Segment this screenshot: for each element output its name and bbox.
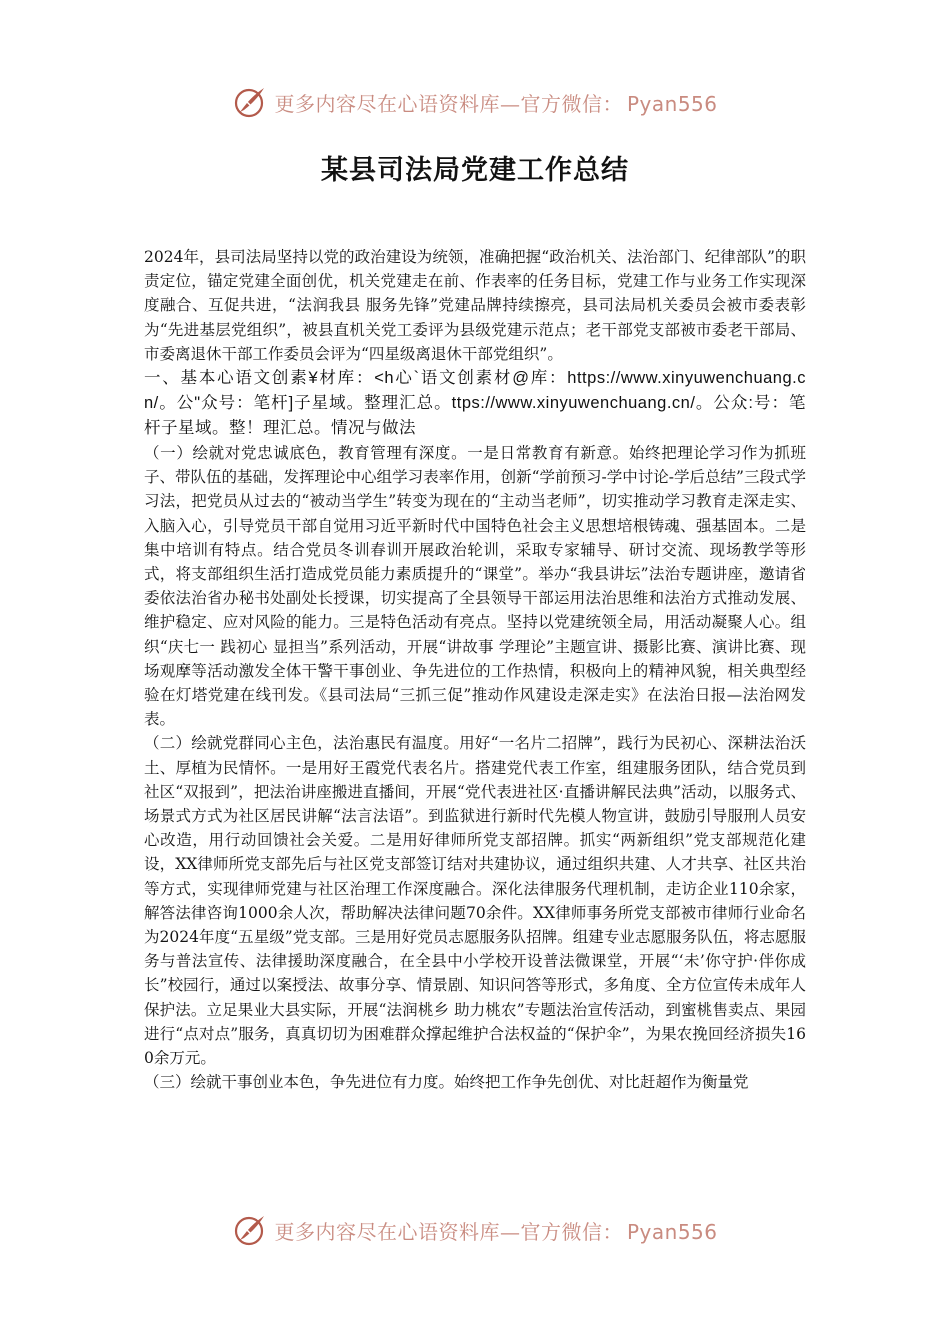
intro-paragraph: 2024年，县司法局坚持以党的政治建设为统领，准确把握“政治机关、法治部门、纪律部队”的职责定位，锚定党建全面创优，机关党建走在前、作表率的任务目标，党建工作与业务工作实现深度融合、互促共进，“法润我县 服务先锋”党建品牌持续擦亮，县司法局机关委员会被市委表彰为“先进基层党组织”，被县直机关党工委评为县级党建示范点；老干部党支部被市委老干部局、市委离退休干部工作委员会评为“四星级离退休干部党组织”。 <box>144 248 806 363</box>
page-title: 某县司法局党建工作总结 <box>321 155 629 186</box>
watermark-footer <box>0 1210 950 1250</box>
quill-logo-icon <box>232 1212 268 1248</box>
watermark-text: 更多内容尽在心语资料库—官方微信： Pyan556 <box>274 91 718 116</box>
document-body <box>144 245 806 1095</box>
paragraph-section-2: （二）绘就党群同心主色，法治惠民有温度。用好“一名片二招牌”，践行为民初心、深耕法治沃土、厚植为民情怀。一是用好王霞党代表名片。搭建党代表工作室，组建服务团队，结合党员到社区“双报到”，把法治讲座搬进直播间，开展“党代表进社区·直播讲解民法典”活动，以服务式、场景式方式为社区居民讲解“法言法语”。到监狱进行新时代先模人物宣讲，鼓励引导服刑人员安心改造，用行动回馈社会关爱。二是用好律师所党支部招牌。抓实“两新组织”党支部规范化建设，XX律师所党支部先后与社区党支部签订结对共建协议，通过组织共建、人才共享、社区共治等方式，实现律师党建与社区治理工作深度融合。深化法律服务代理机制，走访企业110余家，解答法律咨询1000余人次，帮助解决法律问题70余件。XX律师事务所党支部被市律师行业命名为2024年度“五星级”党支部。三是用好党员志愿服务队招牌。组建专业志愿服务队伍，将志愿服务与普法宣传、法律援助深度融合，在全县中小学校开设普法微课堂，开展“‘未’你守护·伴你成长”校园行，通过以案授法、故事分享、情景剧、知识问答等形式，多角度、全方位宣传未成年人保护法。立足果业大县实际，开展“法润桃乡 助力桃农”专题法治宣传活动，到蜜桃售卖点、果园进行“点对点”服务，真真切切为困难群众撑起维护合法权益的“保护伞”，为果农挽回经济损失160余万元。 <box>144 734 806 1068</box>
paragraph-section-3: （三）绘就干事创业本色，争先进位有力度。始终把工作争先创优、对比赶超作为衡量党 <box>144 1073 749 1092</box>
watermark-wechat-id: Pyan556 <box>626 91 718 116</box>
quill-logo-icon <box>232 84 268 120</box>
watermark-wechat-id: Pyan556 <box>626 1219 718 1244</box>
watermark-header <box>0 82 950 122</box>
section-heading: 一、基本心语文创素¥材库：<h心`语文创素材@库：https://www.xinyuwenchuang.cn/。公"众号：笔杆]子星域。整理汇总。ttps://www.xinyuwenchuang.cn/。公众:号：笔杆子星域。整！理汇总。情况与做法 <box>144 369 806 438</box>
watermark-text: 更多内容尽在心语资料库—官方微信： Pyan556 <box>274 1219 718 1244</box>
paragraph-section-1: （一）绘就对党忠诚底色，教育管理有深度。一是日常教育有新意。始终把理论学习作为抓班子、带队伍的基础，发挥理论中心组学习表率作用，创新“学前预习-学中讨论-学后总结”三段式学习法，把党员从过去的“被动当学生”转变为现在的“主动当老师”，切实推动学习教育走深走实、入脑入心，引导党员干部自觉用习近平新时代中国特色社会主义思想培根铸魂、强基固本。二是集中培训有特点。结合党员冬训春训开展政治轮训，采取专家辅导、研讨交流、现场教学等形式，将支部组织生活打造成党员能力素质提升的“课堂”。举办“我县讲坛”法治专题讲座，邀请省委依法治省办秘书处副处长授课，切实提高了全县领导干部运用法治思维和法治方式推动发展、维护稳定、应对风险的能力。三是特色活动有亮点。坚持以党建统领全局，用活动凝聚人心。组织“庆七一 践初心 显担当”系列活动，开展“讲故事 学理论”主题宣讲、摄影比赛、演讲比赛、现场观摩等活动激发全体干警干事创业、争先进位的工作热情，积极向上的精神风貌，相关典型经验在灯塔党建在线刊发。《县司法局“三抓三促”推动作风建设走深走实》在法治日报—法治网发表。 <box>144 444 806 729</box>
